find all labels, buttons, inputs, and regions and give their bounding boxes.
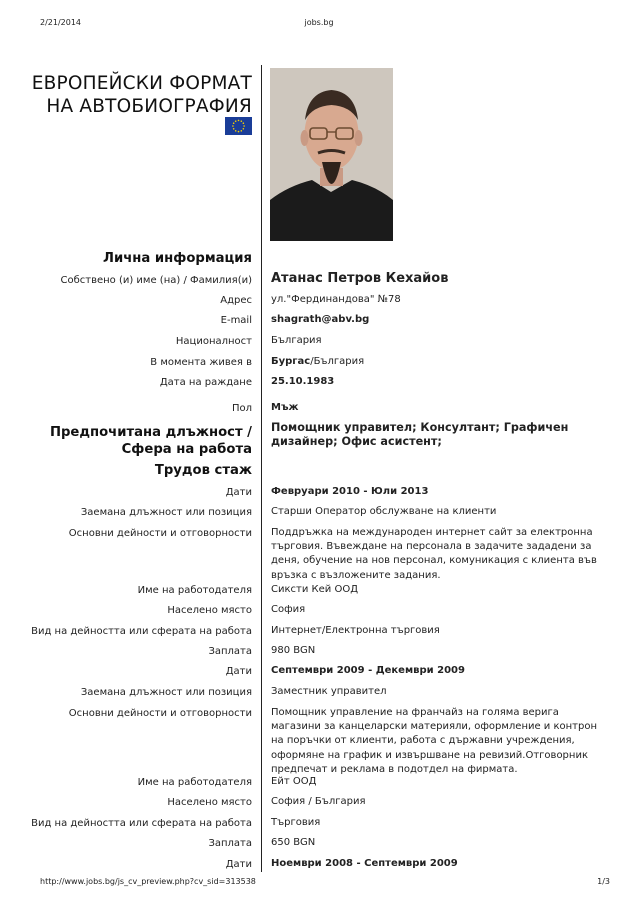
eu-flag-star — [243, 128, 245, 130]
job1-position-label: Заемана длъжност или позиция — [80, 507, 252, 518]
job1-salary: 980 BGN — [271, 645, 316, 656]
job2-sector: Търговия — [271, 817, 321, 828]
cv-title — [32, 72, 252, 118]
job2-employer: Ейт ООД — [271, 776, 317, 787]
residence-country: /България — [310, 356, 365, 367]
job2-dates-label: Дати — [225, 666, 252, 677]
personal-info-heading: Лична информация — [103, 251, 252, 266]
nationality-label: Националност — [175, 336, 252, 347]
job3-dates: Ноември 2008 - Септември 2009 — [271, 858, 458, 869]
job1-sector: Интернет/Електронна търговия — [271, 625, 440, 636]
job2-position-label: Заемана длъжност или позиция — [80, 687, 252, 698]
address-label: Адрес — [220, 295, 252, 306]
job2-sector-label: Вид на дейността или сферата на работа — [31, 818, 252, 829]
job1-employer: Сиксти Кей ООД — [271, 584, 359, 595]
residence-value — [271, 355, 601, 369]
job2-salary: 650 BGN — [271, 837, 316, 848]
job1-dates-label: Дати — [225, 487, 252, 498]
sex-value: Мъж — [271, 402, 299, 413]
footer-page-number: 1/3 — [597, 877, 610, 886]
preferred-value: Помощник управител; Консултант; Графичен дизайнер; Офис асистент; — [271, 421, 569, 448]
eu-flag-star — [243, 122, 245, 124]
job1-salary-label: Заплата — [208, 646, 252, 657]
job2-position: Заместник управител — [271, 686, 387, 697]
eu-flag-star — [238, 120, 240, 122]
address-value: ул."Фердинандова" №78 — [271, 294, 401, 305]
eu-flag-star — [241, 130, 243, 132]
job2-dates: Септември 2009 - Декември 2009 — [271, 665, 465, 676]
job2-salary-label: Заплата — [208, 838, 252, 849]
eu-flag-star — [238, 131, 240, 133]
job1-duties: Поддръжка на международен интернет сайт за електронна търговия. Въвеждане на персонала в задачите зададени за деня, обучение на нов персонал, комуникация с клиента във връзка с възложените задания. — [271, 527, 597, 581]
profile-photo — [270, 68, 393, 241]
eu-flag-star — [235, 120, 237, 122]
nationality-value: България — [271, 335, 322, 346]
eu-flag-star — [235, 130, 237, 132]
header-date: 2/21/2014 — [40, 18, 82, 27]
preferred-heading-line1: Предпочитана длъжност / — [49, 425, 252, 440]
eu-flag-star — [232, 125, 234, 127]
job2-location-label: Населено място — [167, 797, 252, 808]
eu-flag-star — [243, 125, 245, 127]
sex-label: Пол — [231, 403, 252, 414]
name-label: Собствено (и) име (на) / Фамилия(и) — [60, 275, 252, 286]
experience-heading: Трудов стаж — [154, 463, 252, 478]
footer-url[interactable]: http://www.jobs.bg/js_cv_preview.php?cv_sid=313538 — [40, 877, 256, 886]
job2-duties-label: Основни дейности и отговорности — [68, 708, 252, 719]
residence-city: Бургас — [271, 356, 311, 367]
eu-flag-star — [233, 128, 235, 130]
email-label: E-mail — [220, 315, 252, 326]
job1-location-label: Населено място — [167, 605, 252, 616]
eu-flag-icon — [225, 117, 252, 135]
birth-value: 25.10.1983 — [271, 376, 335, 387]
job1-employer-label: Име на работодателя — [137, 585, 252, 596]
full-name: Атанас Петров Кехайов — [271, 271, 449, 286]
residence-label: В момента живея в — [150, 357, 252, 368]
job1-location: София — [271, 604, 306, 615]
header-site: jobs.bg — [304, 18, 334, 27]
job2-location: София / България — [271, 796, 366, 807]
preferred-heading — [50, 424, 252, 458]
job1-dates: Февруари 2010 - Юли 2013 — [271, 486, 429, 497]
birth-label: Дата на раждане — [159, 377, 252, 388]
eu-flag-star — [233, 122, 235, 124]
job1-duties-label: Основни дейности и отговорности — [68, 528, 252, 539]
job1-sector-label: Вид на дейността или сферата на работа — [31, 626, 252, 637]
job2-duties: Помощник управление на франчайз на голяма верига магазини за канцеларски материяли, оформление и контрон на поръчки от клиенти, работа с държавни учреждения, оформяне на график и извършване на ревизий.Отговорник предпечат и реклама в подотдел на фирмата. — [271, 707, 598, 775]
cv-title-line1: ЕВРОПЕЙСКИ ФОРМАТ — [31, 73, 252, 94]
eu-flag-star — [241, 120, 243, 122]
job3-dates-label: Дати — [225, 859, 252, 870]
email-value[interactable]: shagrath@abv.bg — [271, 314, 370, 325]
preferred-heading-line2: Сфера на работа — [121, 442, 252, 457]
job1-position: Старши Оператор обслужване на клиенти — [271, 506, 497, 517]
job2-employer-label: Име на работодателя — [137, 777, 252, 788]
cv-title-line2: НА АВТОБИОГРАФИЯ — [46, 96, 252, 117]
column-divider — [261, 65, 262, 872]
